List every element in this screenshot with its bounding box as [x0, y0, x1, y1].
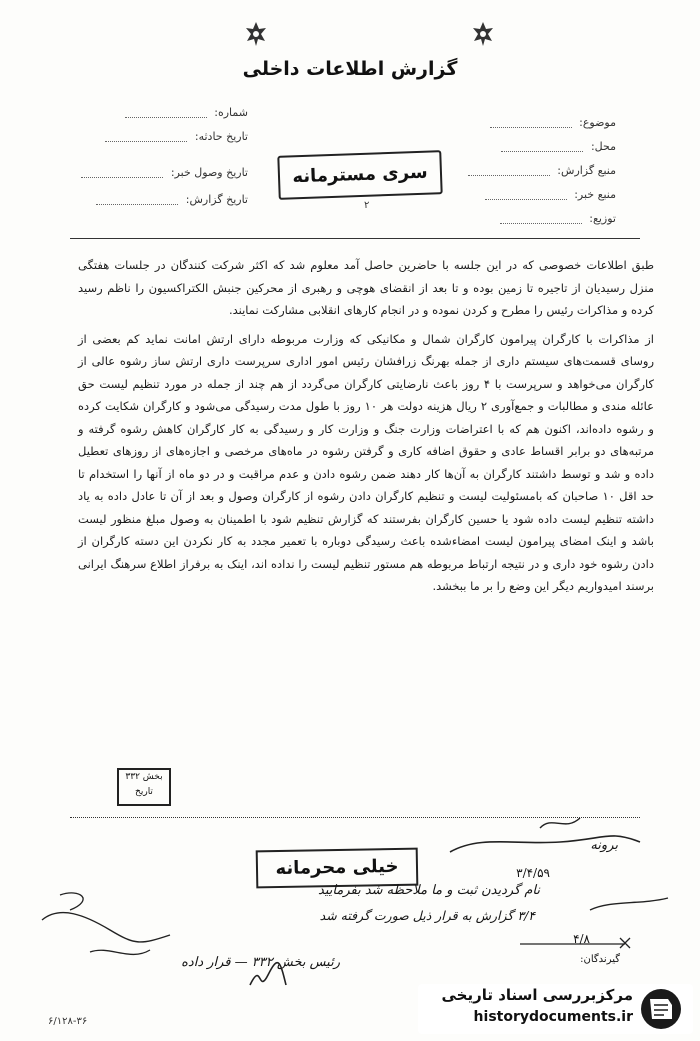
department-stamp [117, 768, 171, 806]
recipients-label: گیرندگان: [580, 954, 620, 965]
stamp-line: بخش ۳۳۲ [125, 772, 163, 782]
field-label: توزیع [593, 212, 616, 225]
divider [70, 238, 640, 239]
field-incident-date: تاریخ حادثه: [105, 130, 248, 143]
field-number: شماره: [125, 106, 248, 119]
field-location: محل: [501, 140, 616, 153]
handwritten-note: نام گردیدن ثبت و ما ملاحظه شد بفرمایید [318, 883, 540, 898]
field-label: تاریخ حادثه [198, 130, 248, 143]
stamp-mark: ۲ [364, 200, 370, 211]
paragraph: طبق اطلاعات خصوصی که در این جلسه با حاضرین حاصل آمد معلوم شد که اکثر شرکت کنندگان در جلسات هفتگی منزل رسیدیان از تاجیره تا زمین بوده و تا بعد از انقضای هوچی و رهبری از محرکین جنبش الکتراکسیون را ناظم رسید کرده و مذاکرات رئیس را مطرح و کردن نموده و در انجام کارهای انقلابی مشارکت نمایند. [78, 258, 654, 317]
report-body [78, 254, 654, 604]
field-subject: موضوع: [490, 116, 616, 129]
field-distribution: توزیع: [500, 212, 616, 225]
watermark-url: historydocuments.ir [473, 1009, 633, 1025]
handwritten-note: رئیس بخش ۳۳۲ — قرار داده [181, 955, 340, 970]
field-label: محل [594, 140, 616, 153]
archive-number: ۶/۱۲۸-۳۶ [48, 1016, 88, 1027]
field-report-date: تاریخ گزارش: [96, 193, 248, 206]
field-label: تاریخ وصول خبر [174, 166, 248, 179]
archive-watermark [418, 984, 693, 1034]
handwritten-note: ۴/۸ [573, 932, 590, 946]
page-title: گزارش اطلاعات داخلی [242, 58, 458, 80]
field-news-source: منبع خبر: [485, 188, 616, 201]
field-label: تاریخ گزارش [189, 193, 248, 206]
stamp-line: تاریخ [135, 787, 153, 797]
watermark-name: مرکزبررسی اسناد تاریخی [441, 986, 633, 1004]
field-label: منبع خبر [577, 188, 616, 201]
emblem-icon [243, 20, 269, 48]
confidential-stamp: سری مسترمانه [277, 150, 442, 200]
handwritten-note: ۳/۴ گزارش به قرار ذیل صورت گرفته شد [319, 908, 535, 923]
handwritten-note: برونه [590, 838, 618, 853]
archive-logo-icon [638, 987, 684, 1031]
field-label: موضوع [582, 116, 616, 129]
handwritten-note: ۳/۴/۵۹ [516, 866, 550, 880]
field-report-source: منبع گزارش: [468, 164, 616, 177]
divider [70, 817, 640, 818]
field-label: منبع گزارش [561, 164, 616, 177]
top-secret-stamp: خیلی محرمانه [256, 848, 419, 889]
field-receipt-date: تاریخ وصول خبر: [81, 166, 248, 179]
emblem-icon [470, 20, 496, 48]
paragraph: از مذاکرات با کارگران پیرامون کارگران شمال و مکانیکی که وزارت مربوطه دارای ارتش امانت نماید کم بعضی از روسای قسمت‌های سیستم داری از جمله بهرنگ زرافشان رئیس امور اداری سرپرست داری ارتش ساز رشوه عالی از کارگران می‌خواهد و سرپرست با ۴ روز باعث نارضایتی کارگران می‌گردد از هم چند از جمله در مورد تنظیم لیست حق عائله مندی و مطالبات و جمع‌آوری ۲ ریال هزینه دولت هر ۱۰ روز با طول مدت رسیدگی می‌شود و کارگران شکایت کرده و رشوه داده‌اند، اکنون هم که با اعتراضات وزارت جنگ و وزارت کار و رسیدگی به کار کارگران کاهش رشوه گرفته و مرتبه‌های دو برابر اقساط عادی و حقوق اضافه کاری و گرفتن رشوه در ماه‌های مرخصی و اجازه‌های از روزهای تعطیل داده و شد و توسط داشتند کارگران به آن‌ها کار دهند ضمن رشوه دادن و عدم مراقبت و در دو ماه از آنها را استخدام تا حد اقل ۱۰ صاحبان که بامسئولیت لیست و تنظیم کارگران دادن رشوه از کارگران وصول و بعد از آن تا عادل داده به یاد داشته تنظیم لیست داده شود یا حسین کارگران بفرستند که گزارش تنظیم شود با اطمینان به وصول مبلغ منظور لیست باشد و اینک امضای پیرامون لیست امضاءشده باعث رسیدگی دوباره با تعمیر مجدد به کار نکردن این دسته کارگران از دادن رشوه خود داری و در نتیجه ارتباط مربوطه هم مستور تنظیم لیست را نداده اند، اینک به برفراز اطلاع سرهنگ ایرانی برسند امیدواریم دیگر این وضع را بر ما ببخشد. [78, 331, 654, 593]
field-label: شماره [217, 106, 248, 119]
